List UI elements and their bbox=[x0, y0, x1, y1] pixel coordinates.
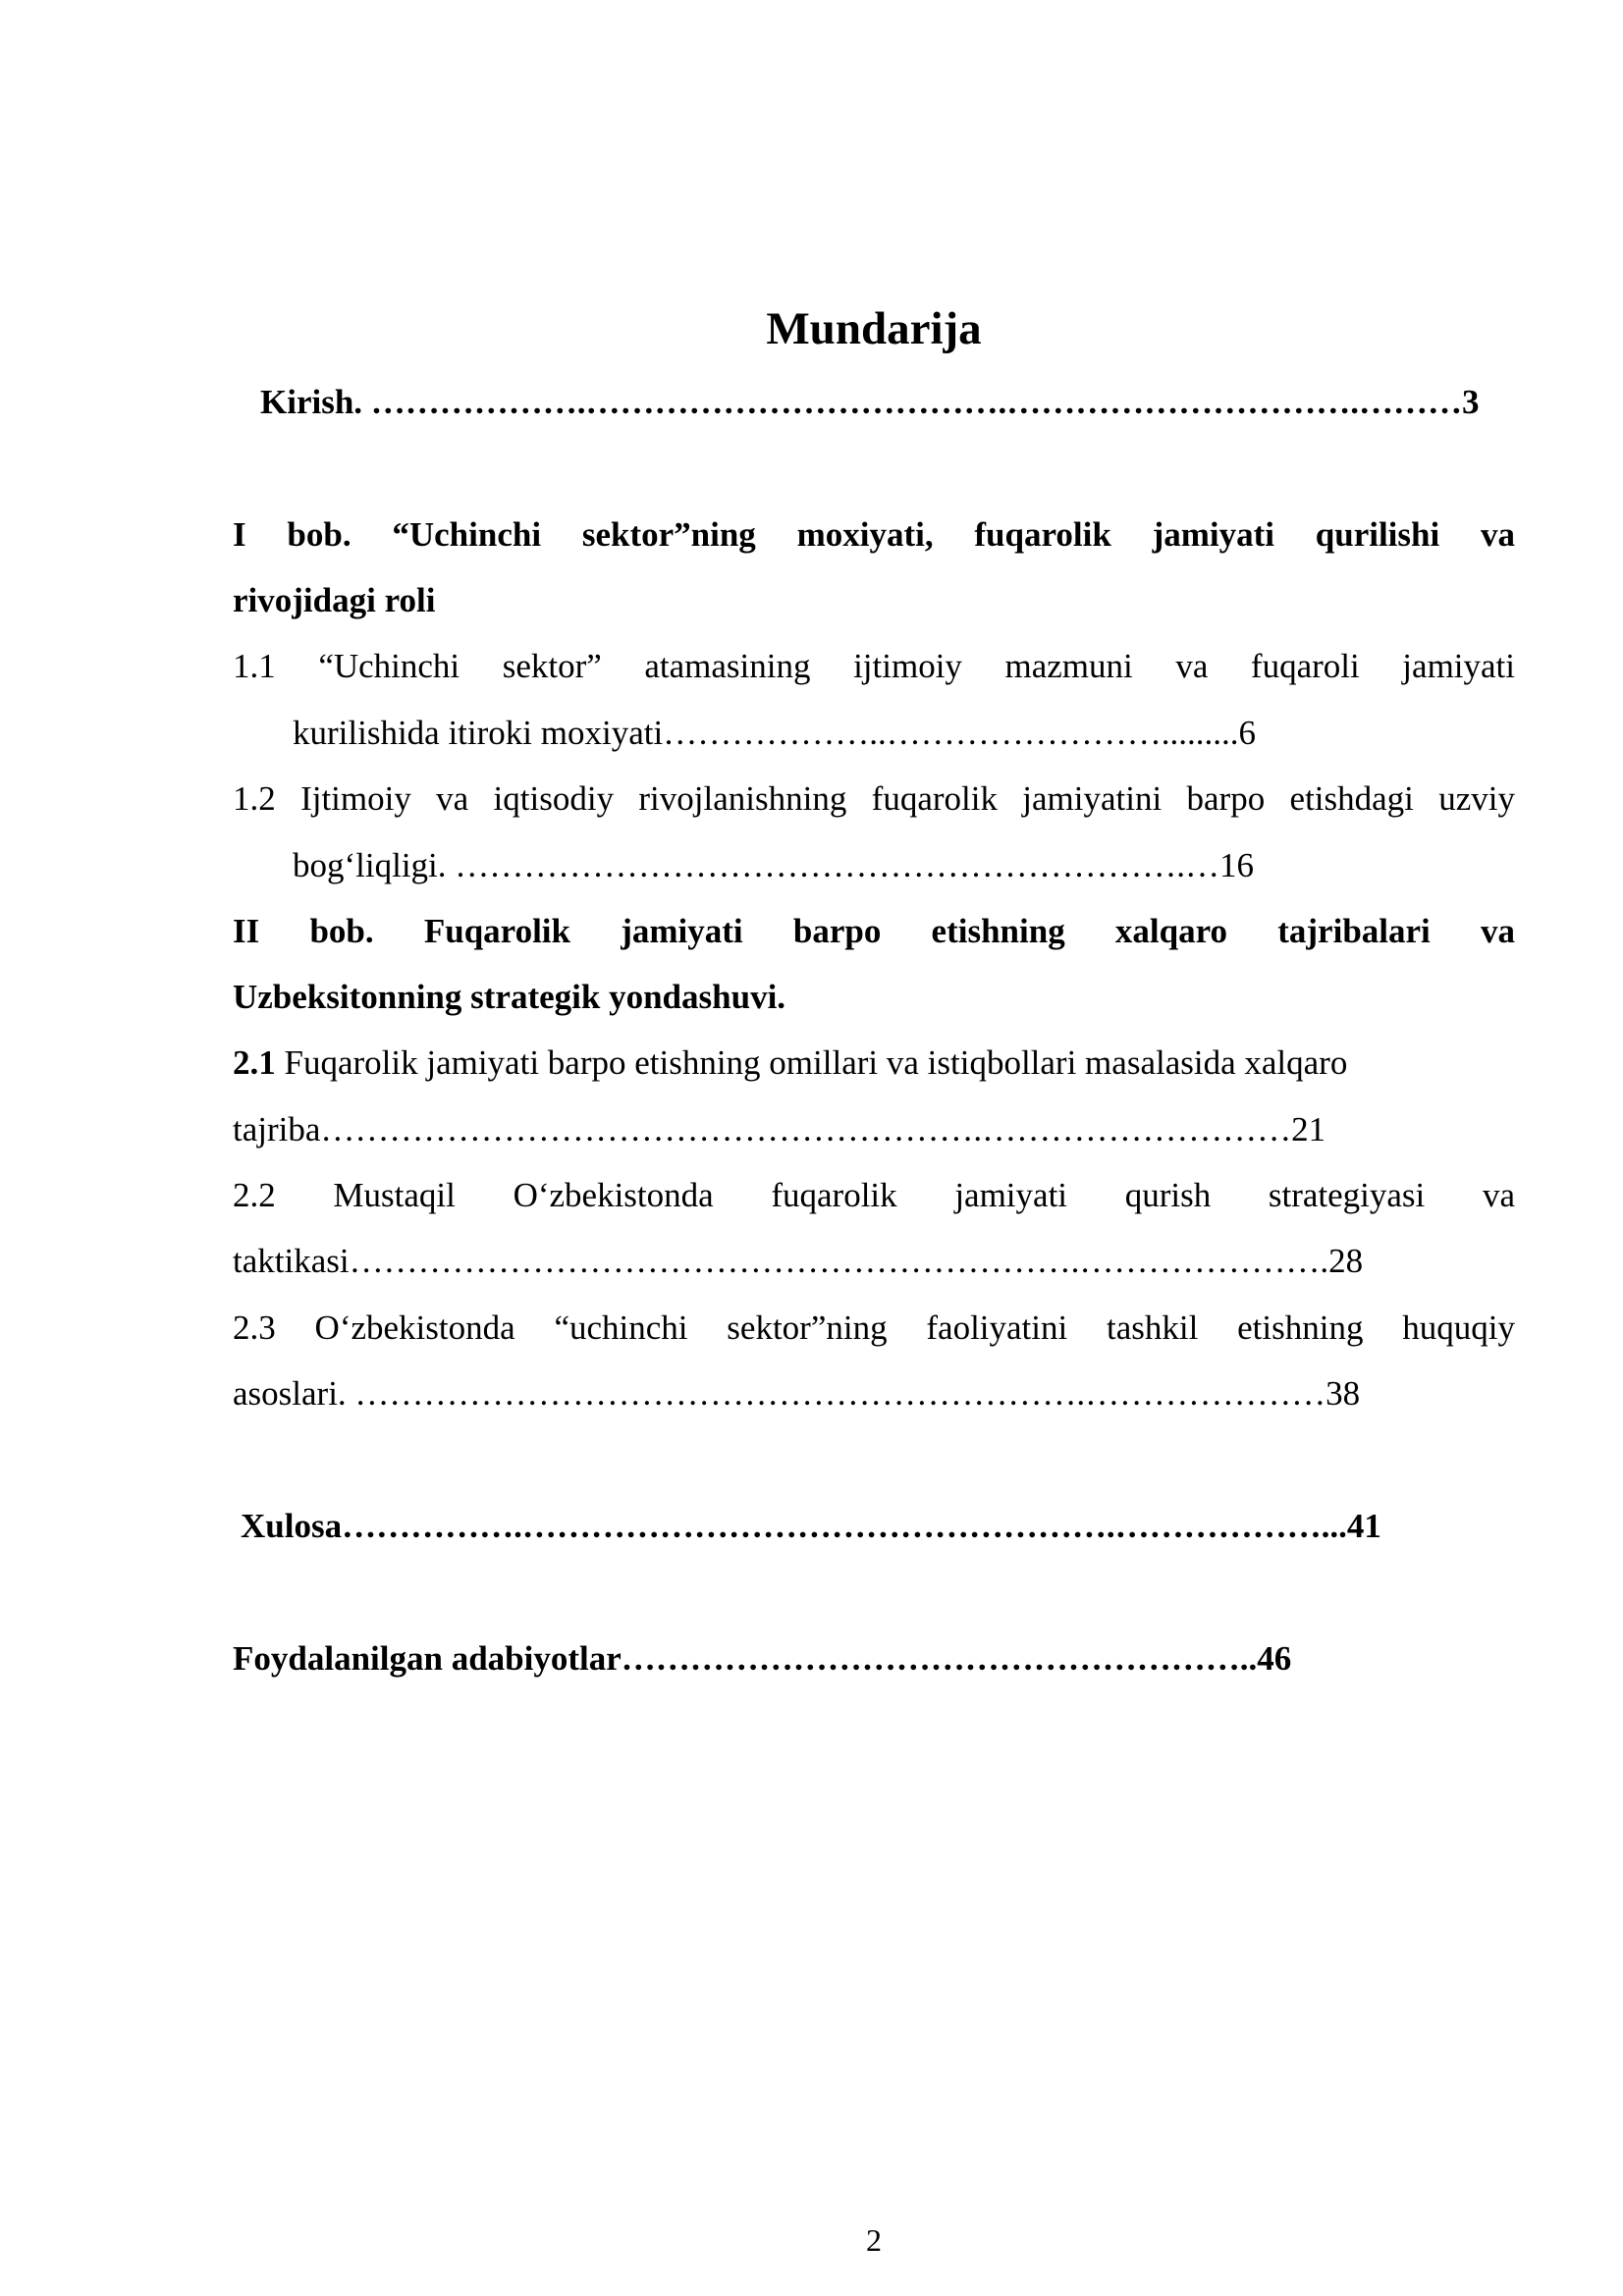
toc-section-2-3-line-2: asoslari. ……………………………………………………….…………………38 bbox=[233, 1374, 1361, 1413]
toc-chapter-1-line-1: I bob. “Uchinchi sektor”ning moxiyati, fuqarolik jamiyati qurilishi va bbox=[233, 515, 1515, 554]
page-title: Mundarija bbox=[766, 303, 982, 354]
toc-section-2-1-title: Fuqarolik jamiyati barpo etishning omillari va istiqbollari masalasida xalqaro bbox=[275, 1043, 1348, 1082]
toc-section-2-1-number: 2.1 bbox=[233, 1043, 276, 1082]
toc-section-2-2-line-2: taktikasi……………………………………………………….………………….28 bbox=[233, 1242, 1364, 1280]
toc-entry-kirish: Kirish. ……………….……………………………….………………………….………3 bbox=[260, 383, 1480, 421]
toc-chapter-2-line-1: II bob. Fuqarolik jamiyati barpo etishning xalqaro tajribalari va bbox=[233, 912, 1515, 950]
toc-chapter-2-line-2: Uzbeksitonning strategik yondashuvi. bbox=[233, 978, 786, 1016]
toc-section-2-1-line-1 bbox=[233, 1039, 1515, 1088]
toc-entry-xulosa: Xulosa…………….…………………………………………….………………...41 bbox=[241, 1507, 1381, 1545]
toc-section-1-1-line-2: kurilishida itiroki moxiyati………………..…………………….........6 bbox=[293, 714, 1256, 752]
toc-section-1-2-line-1: 1.2 Ijtimoiy va iqtisodiy rivojlanishning fuqarolik jamiyatini barpo etishdagi uzviy bbox=[233, 779, 1515, 818]
toc-section-2-2-line-1: 2.2 Mustaqil O‘zbekistonda fuqarolik jamiyati qurish strategiyasi va bbox=[233, 1176, 1515, 1214]
toc-section-2-1-line-2: tajriba………………………………………………….………………………21 bbox=[233, 1110, 1326, 1148]
toc-entry-adabiyotlar: Foydalanilgan adabiyotlar………………………………………………..46 bbox=[233, 1639, 1292, 1678]
page-number: 2 bbox=[866, 2222, 882, 2258]
toc-chapter-1-line-2: rivojidagi roli bbox=[233, 581, 436, 619]
toc-section-1-2-line-2: bog‘liqligi. ……………………………………………………….…16 bbox=[293, 846, 1255, 884]
toc-section-1-1-line-1: 1.1 “Uchinchi sektor” atamasining ijtimoiy mazmuni va fuqaroli jamiyati bbox=[233, 647, 1515, 685]
toc-section-2-3-line-1: 2.3 O‘zbekistonda “uchinchi sektor”ning faoliyatini tashkil etishning huquqiy bbox=[233, 1308, 1515, 1347]
